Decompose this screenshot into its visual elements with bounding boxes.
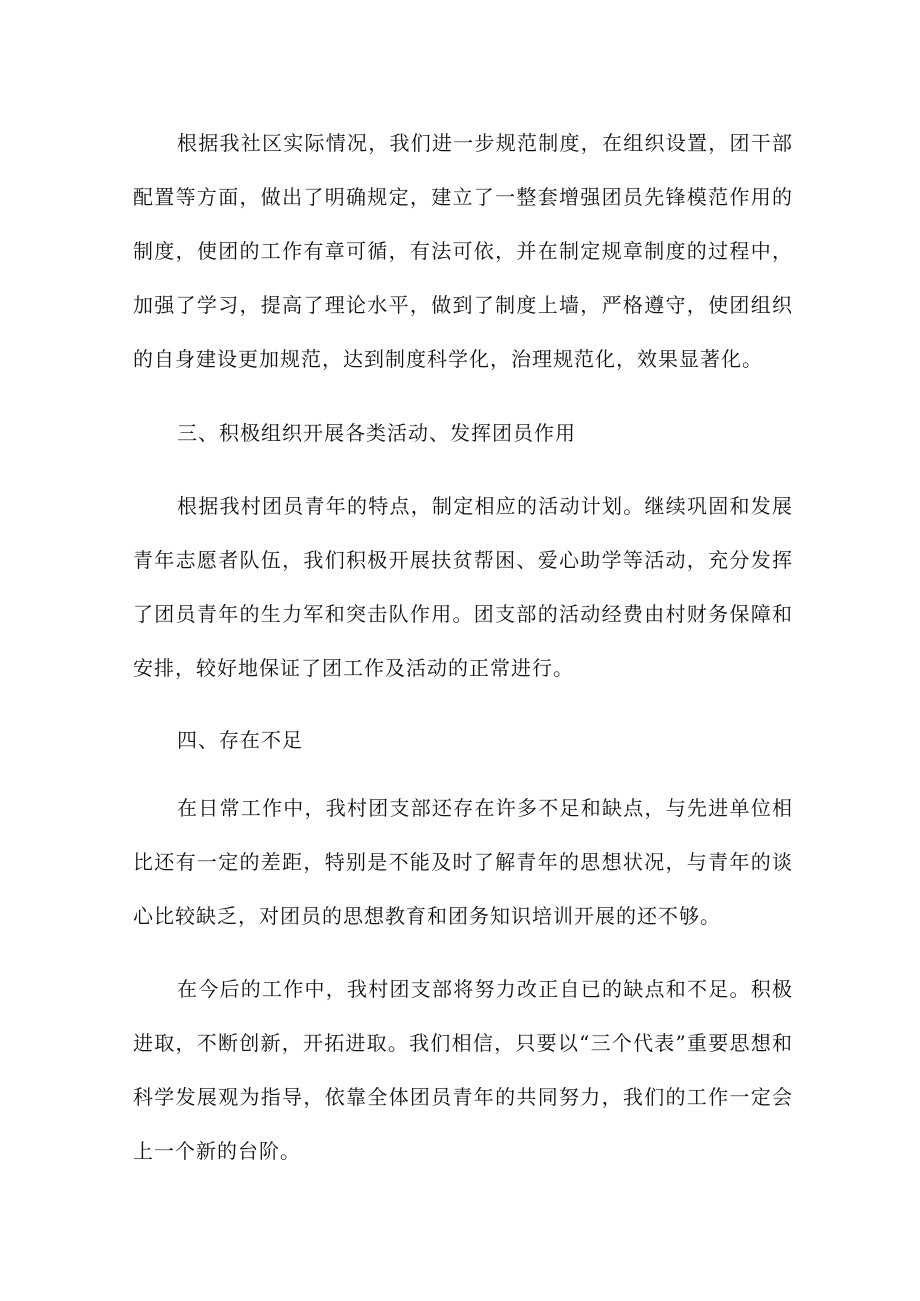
section-heading-3: 三、积极组织开展各类活动、发挥团员作用	[177, 421, 576, 445]
section-heading-4: 四、存在不足	[177, 728, 303, 752]
body-paragraph-4: 在今后的工作中，我村团支部将努力改正自已的缺点和不足。积极进取，不断创新，开拓进取。我们相信，只要以“三个代表”重要思想和科学发展观为指导，依靠全体团员青年的共同努力，我们的工作一定会上一个新的台阶。	[133, 977, 793, 1163]
body-paragraph-1: 根据我社区实际情况，我们进一步规范制度，在组织设置，团干部配置等方面，做出了明确规定，建立了一整套增强团员先锋模范作用的制度，使团的工作有章可循，有法可依，并在制定规章制度的过程中，加强了学习，提高了理论水平，做到了制度上墙，严格遵守，使团组织的自身建设更加规范，达到制度科学化，治理规范化，效果显著化。	[133, 131, 793, 371]
body-paragraph-3: 在日常工作中，我村团支部还存在许多不足和缺点，与先进单位相比还有一定的差距，特别是不能及时了解青年的思想状况，与青年的谈心比较缺乏，对团员的思想教育和团务知识培训开展的还不够。	[133, 796, 793, 928]
body-paragraph-2: 根据我村团员青年的特点，制定相应的活动计划。继续巩固和发展青年志愿者队伍，我们积极开展扶贫帮困、爱心助学等活动，充分发挥了团员青年的生力军和突击队作用。团支部的活动经费由村财务保障和安排，较好地保证了团工作及活动的正常进行。	[133, 494, 793, 680]
